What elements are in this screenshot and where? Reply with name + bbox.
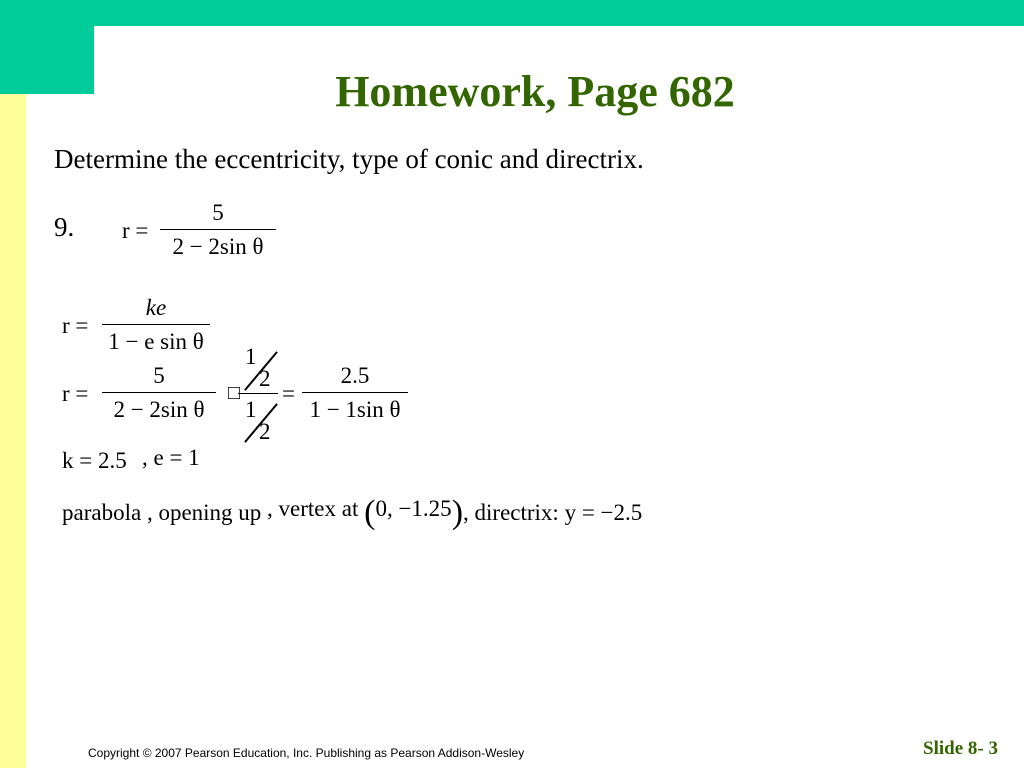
standard-numerator: ke xyxy=(145,295,167,320)
factor-fraction-bar xyxy=(238,393,278,394)
fraction-bar xyxy=(102,324,210,325)
side-accent-bar xyxy=(0,94,26,768)
opening-direction: , opening up xyxy=(146,500,262,525)
slide-title: Homework, Page 682 xyxy=(335,67,735,116)
footer-copyright: Copyright © 2007 Pearson Education, Inc. Publishing as Pearson Addison-Wesley xyxy=(88,746,525,760)
corner-accent-block xyxy=(0,0,94,94)
factor-num-top: 1 xyxy=(245,344,257,369)
fraction-bar xyxy=(102,392,216,393)
factor-den-top: 1 xyxy=(245,397,257,422)
factor-num-bottom: 2 xyxy=(259,366,271,391)
directrix-label: , directrix: xyxy=(463,500,559,525)
factor-den-bottom: 2 xyxy=(259,419,271,444)
problem-number: 9. xyxy=(54,212,75,242)
top-accent-bar xyxy=(0,0,1024,26)
standard-fraction xyxy=(102,295,210,355)
fraction-bar xyxy=(302,392,408,393)
standard-lhs: r = xyxy=(62,313,89,338)
vertex-open-paren: ( xyxy=(364,494,376,531)
given-fraction xyxy=(160,200,276,260)
vertex-label: , vertex at xyxy=(267,496,359,521)
standard-denominator: 1 − e sin θ xyxy=(108,329,204,354)
param-k: k = 2.5 xyxy=(62,448,127,473)
result-denominator: 1 − 1sin θ xyxy=(309,397,401,422)
fraction-bar xyxy=(160,229,276,230)
slide-number: Slide 8- 3 xyxy=(923,738,998,759)
vertex-value: 0, −1.25 xyxy=(375,496,452,521)
given-lhs: r = xyxy=(122,218,149,243)
rewrite-lhs: r = xyxy=(62,381,89,406)
rewrite-fraction xyxy=(102,363,216,423)
missing-glyph: □ xyxy=(228,382,241,404)
answer-line xyxy=(62,492,642,530)
result-fraction xyxy=(302,363,408,423)
rewrite-numerator: 5 xyxy=(153,363,165,388)
directrix-equation: y = −2.5 xyxy=(564,500,643,525)
vertex-close-paren: ) xyxy=(451,494,464,531)
problem-prompt: Determine the eccentricity, type of conic and directrix. xyxy=(54,144,644,174)
given-denominator: 2 − 2sin θ xyxy=(172,234,264,259)
conic-type: parabola xyxy=(62,500,142,525)
rewrite-equals: = xyxy=(282,381,295,406)
given-numerator: 5 xyxy=(212,200,224,225)
result-numerator: 2.5 xyxy=(340,363,370,388)
param-e: , e = 1 xyxy=(142,445,200,470)
rewrite-denominator: 2 − 2sin θ xyxy=(113,397,205,422)
